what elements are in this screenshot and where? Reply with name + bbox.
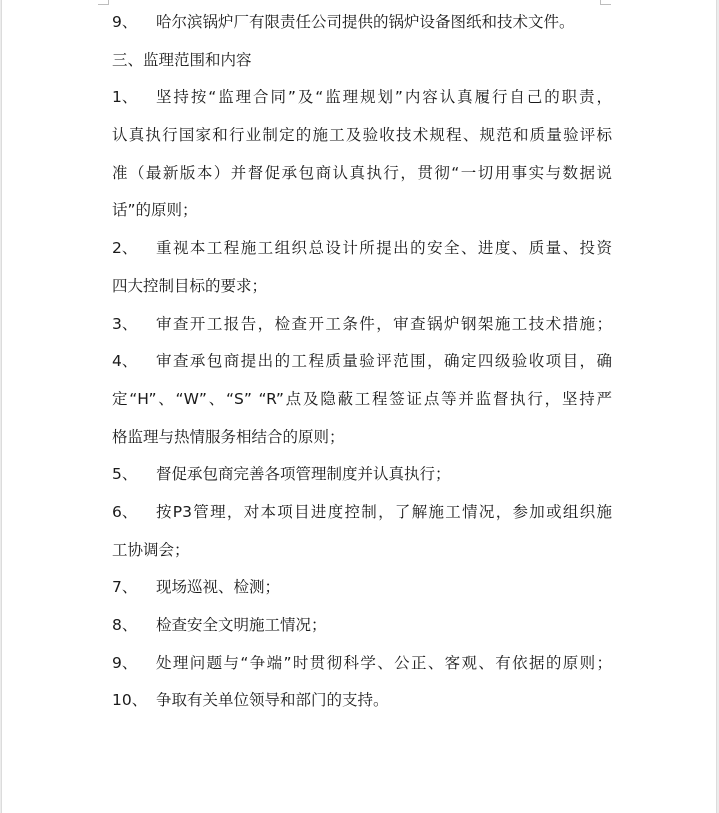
line-text: 处理问题与“争端”时贯彻科学、公正、客观、有依据的原则； (156, 653, 612, 672)
paragraph-line (112, 268, 612, 306)
document-page (1, 0, 717, 813)
paragraph-line (112, 494, 612, 532)
line-number: 9、 (112, 13, 138, 31)
paragraph-line (112, 381, 612, 419)
line-number: 2、 (112, 239, 138, 258)
line-text: 认真执行国家和行业制定的施工及验收技术规程、规范和质量验评标 (112, 126, 612, 145)
paragraph-line (112, 4, 612, 42)
paragraph-line (112, 42, 612, 80)
line-text: 四大控制目标的要求； (112, 276, 268, 295)
line-text: 重视本工程施工组织总设计所提出的安全、进度、质量、投资 (156, 239, 612, 258)
line-text: 哈尔滨锅炉厂有限责任公司提供的锅炉设备图纸和技术文件。 (156, 13, 575, 31)
line-text: 三、监理范围和内容 (112, 50, 252, 69)
paragraph-line (112, 230, 612, 268)
paragraph-line (112, 306, 612, 344)
paragraph-line (112, 117, 612, 155)
document-body (112, 4, 612, 720)
paragraph-line (112, 192, 612, 230)
line-text: 检查安全文明施工情况； (156, 616, 327, 634)
paragraph-line (112, 569, 612, 607)
paragraph-line (112, 419, 612, 457)
line-number: 9、 (112, 653, 138, 672)
line-number: 5、 (112, 465, 138, 484)
paragraph-line (112, 79, 612, 117)
line-number: 6、 (112, 502, 138, 521)
paragraph-line (112, 456, 612, 494)
line-number: 4、 (112, 352, 138, 371)
line-text: 争取有关单位领导和部门的支持。 (156, 691, 389, 710)
line-number: 10、 (112, 691, 148, 710)
line-text: 工协调会； (112, 540, 190, 559)
paragraph-line (112, 343, 612, 381)
line-text: 按P3管理，对本项目进度控制，了解施工情况，参加或组织施 (156, 502, 612, 521)
line-text: 审查开工报告，检查开工条件，审查锅炉钢架施工技术措施； (156, 314, 612, 333)
paragraph-line (112, 645, 612, 683)
line-number: 3、 (112, 314, 138, 333)
margin-corner-mark-left (98, 0, 109, 5)
line-text: 准（最新版本）并督促承包商认真执行，贯彻“一切用事实与数据说 (112, 163, 612, 182)
line-number: 8、 (112, 616, 138, 634)
line-text: 定“H”、“W”、“S” “R”点及隐蔽工程签证点等并监督执行，坚持严 (112, 389, 612, 408)
paragraph-line (112, 155, 612, 193)
line-text: 话”的原则； (112, 201, 198, 220)
line-number: 1、 (112, 88, 138, 107)
line-text: 坚持按“监理合同”及“监理规划”内容认真履行自己的职责， (156, 88, 612, 107)
line-text: 格监理与热情服务相结合的原则； (112, 427, 345, 446)
line-text: 现场巡视、检测； (156, 578, 281, 597)
line-text: 督促承包商完善各项管理制度并认真执行； (156, 465, 451, 484)
line-number: 7、 (112, 578, 138, 597)
paragraph-line (112, 532, 612, 570)
paragraph-line (112, 607, 612, 645)
paragraph-line (112, 682, 612, 720)
line-text: 审查承包商提出的工程质量验评范围，确定四级验收项目，确 (156, 352, 612, 371)
